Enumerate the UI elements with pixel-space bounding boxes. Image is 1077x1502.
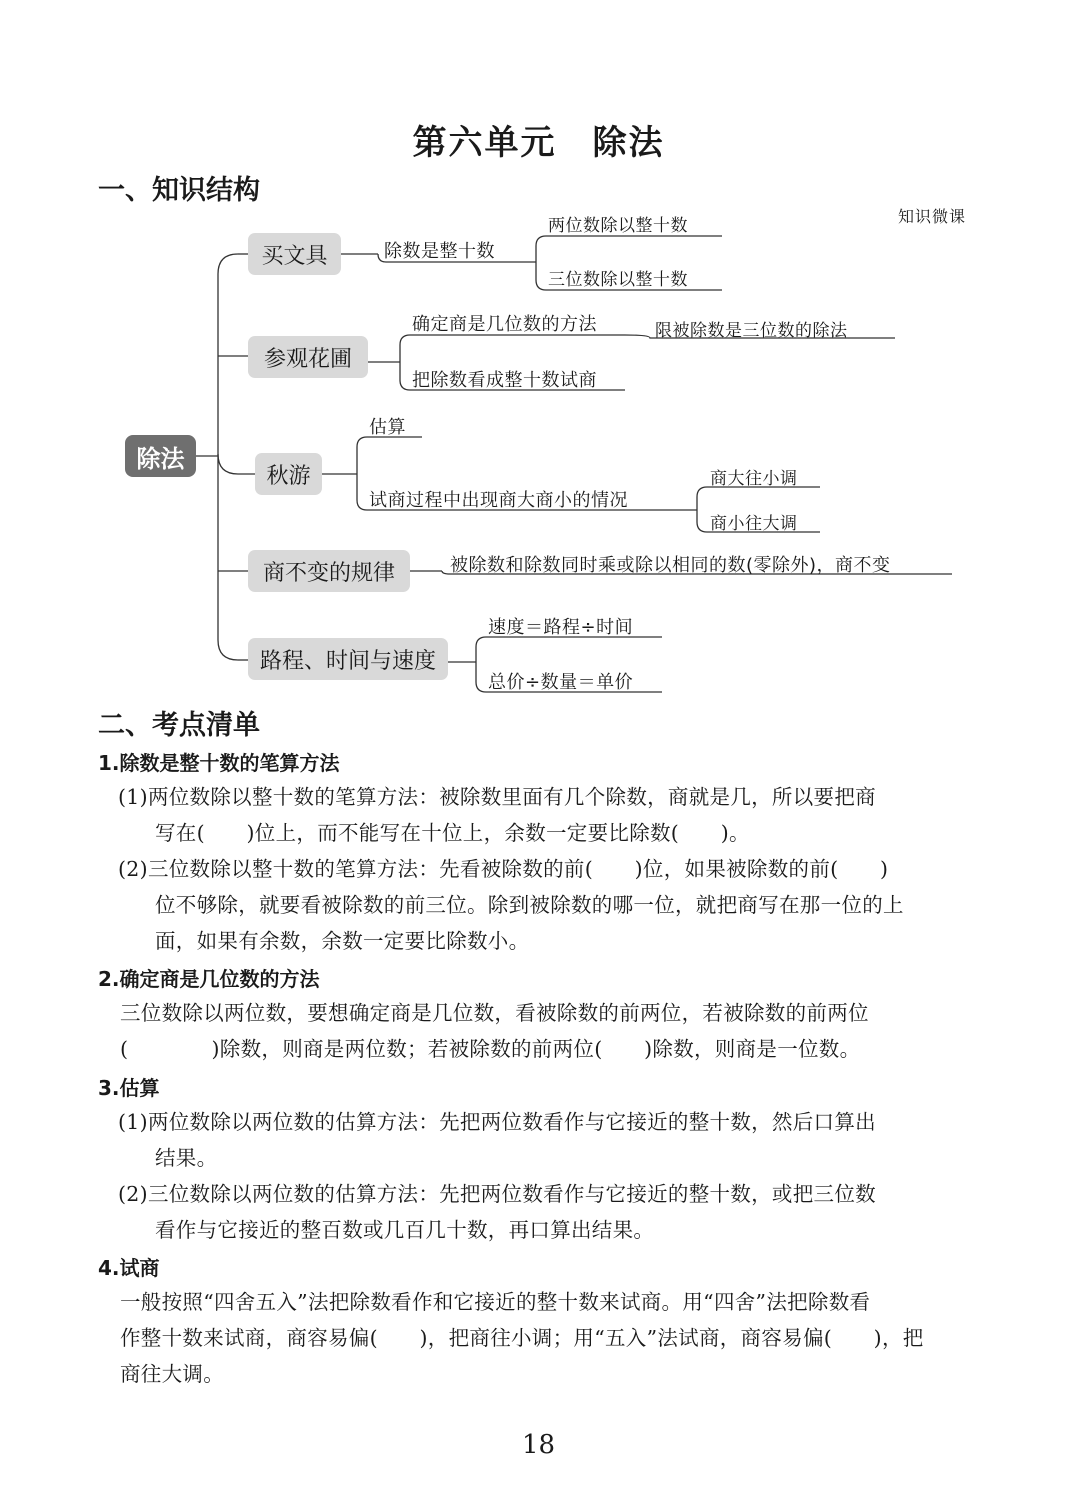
point-1-item-2-line-3: 面，如果有余数，余数一定要比除数小。	[155, 929, 530, 953]
mindmap-node-buy-stationery: 买文具	[248, 233, 341, 275]
point-4-line-1: 一般按照“四舍五入”法把除数看作和它接近的整十数来试商。用“四舍”法把除数看	[120, 1290, 871, 1314]
leaf-adjust-down: 商大往小调	[710, 469, 798, 489]
page-number: 18	[521, 1430, 556, 1460]
point-4-line-3: 商往大调。	[120, 1362, 224, 1386]
section-heading-exam-points: 二、考点清单	[98, 710, 260, 741]
point-2-line-1: 三位数除以两位数，要想确定商是几位数，看被除数的前两位，若被除数的前两位	[120, 1001, 869, 1025]
point-3-item-1-line-2: 结果。	[155, 1146, 218, 1170]
page-title: 第六单元 除法	[412, 123, 665, 163]
leaf-quotient-too-big-small: 试商过程中出现商大商小的情况	[369, 490, 628, 511]
point-4-title: 4.试商	[98, 1256, 160, 1280]
point-3-item-2-line-2: 看作与它接近的整百数或几百几十数，再口算出结果。	[155, 1218, 655, 1242]
point-1-item-2-line-2: 位不够除，就要看被除数的前三位。除到被除数的哪一位，就把商写在那一位的上	[155, 893, 904, 917]
leaf-estimation: 估算	[369, 417, 406, 438]
point-1-item-1-line-1: (1)两位数除以整十数的笔算方法：被除数里面有几个除数，商就是几，所以要把商	[118, 785, 876, 809]
point-3-title: 3.估算	[98, 1076, 160, 1100]
mindmap-root: 除法	[125, 435, 196, 477]
leaf-round-divisor-trial: 把除数看成整十数试商	[412, 370, 597, 391]
point-1-item-1-line-2: 写在( )位上，而不能写在十位上，余数一定要比除数( )。	[155, 821, 750, 845]
point-2-line-2: ( )除数，则商是两位数；若被除数的前两位( )除数，则商是一位数。	[120, 1037, 861, 1061]
leaf-three-digit-by-tens: 三位数除以整十数	[548, 270, 688, 290]
leaf-quotient-invariance-rule: 被除数和除数同时乘或除以相同的数(零除外)，商不变	[450, 555, 891, 576]
leaf-divisor-tens: 除数是整十数	[384, 241, 495, 262]
leaf-two-digit-by-tens: 两位数除以整十数	[548, 216, 688, 236]
point-3-item-1-line-1: (1)两位数除以两位数的估算方法：先把两位数看作与它接近的整十数，然后口算出	[118, 1110, 876, 1134]
section-heading-knowledge-structure: 一、知识结构	[98, 175, 260, 206]
mindmap-node-autumn-outing: 秋游	[255, 453, 322, 495]
point-1-title: 1.除数是整十数的笔算方法	[98, 751, 340, 775]
mindmap-node-distance-time-speed: 路程、时间与速度	[248, 638, 448, 680]
point-4-line-2: 作整十数来试商，商容易偏( )，把商往小调；用“五入”法试商，商容易偏( )，把	[120, 1326, 924, 1350]
micro-lesson-label[interactable]: 知识微课	[898, 207, 967, 226]
point-2-title: 2.确定商是几位数的方法	[98, 967, 320, 991]
point-1-item-2-line-1: (2)三位数除以整十数的笔算方法：先看被除数的前( )位，如果被除数的前( )	[118, 857, 889, 881]
mindmap-node-visit-garden: 参观花圃	[248, 336, 368, 378]
mindmap-node-quotient-invariance: 商不变的规律	[248, 550, 410, 592]
leaf-speed-formula: 速度＝路程÷时间	[488, 617, 634, 638]
leaf-three-digit-dividend: 限被除数是三位数的除法	[655, 321, 848, 341]
leaf-unit-price-formula: 总价÷数量＝单价	[488, 672, 634, 693]
point-3-item-2-line-1: (2)三位数除以两位数的估算方法：先把两位数看作与它接近的整十数，或把三位数	[118, 1182, 876, 1206]
leaf-quotient-digits-method: 确定商是几位数的方法	[412, 314, 597, 335]
leaf-adjust-up: 商小往大调	[710, 514, 798, 534]
